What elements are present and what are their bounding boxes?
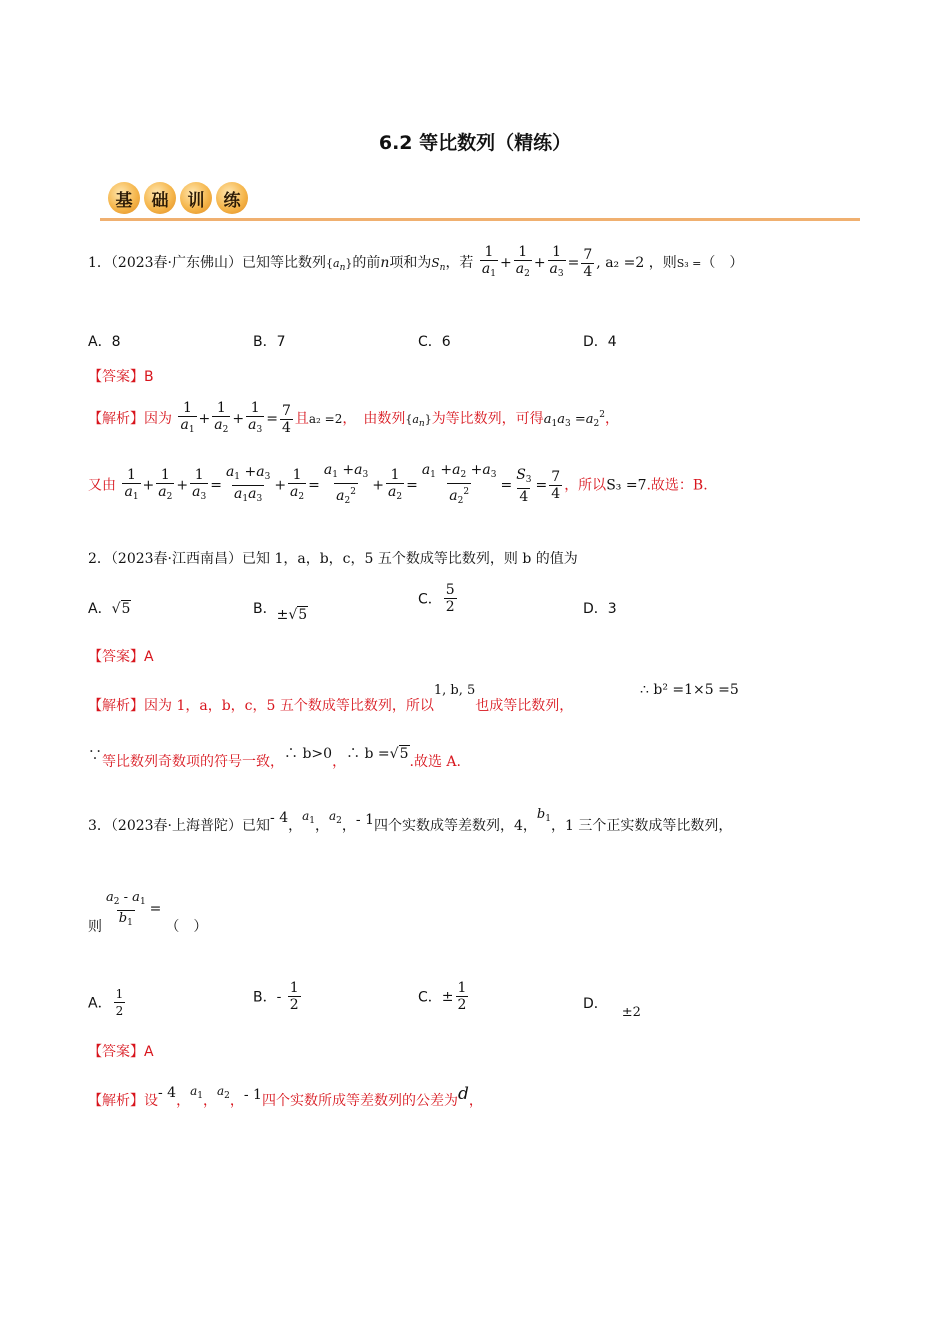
analysis-label: 【解析】 [88, 698, 144, 714]
analysis-text: ， [332, 754, 347, 770]
section-tile: 训 [180, 182, 212, 214]
analysis-formula: ∴ b =√5 [346, 746, 409, 762]
analysis-formula: a₂ =2 [308, 412, 343, 426]
question-number: 3． [88, 818, 111, 834]
question-2 [88, 549, 578, 569]
page-title: 6.2 等比数列（精练） [378, 132, 572, 154]
math-S: $S_n$ [431, 256, 446, 273]
analysis-line [88, 746, 461, 772]
analysis-text: 且 [294, 411, 309, 427]
answer: 【答案】B [88, 369, 154, 385]
question-text: 已知 1，a，b，c，5 五个数成等比数列，则 b 的值为 [242, 551, 578, 567]
analysis-label: 【解析】 [88, 1093, 144, 1109]
section-tile: 练 [216, 182, 248, 214]
math-term: - 4 [158, 1085, 177, 1101]
condition-formula: $\frac{1}{a_1}$ + $\frac{1}{a_2}$ + $\frac{1}{a_3}$ = $\frac{7}{4}$ , a₂ =2 [478, 244, 644, 282]
analysis-text: ， 由数列 [342, 411, 406, 427]
analysis-text: 又由 [88, 477, 116, 494]
sequence-notation: $\{a_n\}$ [405, 413, 432, 429]
analysis-text: ， [468, 1093, 483, 1109]
section-banner [100, 178, 860, 222]
option-value: √5 [111, 601, 131, 617]
analysis-line [88, 462, 708, 509]
answer: 【答案】A [88, 1044, 154, 1060]
option-value: $\frac{1}{2}$ [115, 987, 124, 1018]
analysis-label: 【解析】 [88, 411, 144, 427]
math-var: n [380, 255, 390, 271]
question-text: 的前 [352, 255, 381, 271]
analysis-line [88, 400, 619, 438]
math-term: $a_1$ [190, 1084, 203, 1101]
option-a: A． $\frac{1}{2}$ [88, 987, 124, 1018]
option-b: B．±√5 [253, 601, 308, 623]
analysis-line: 【解析】设- 4，$a_1$，$a_2$，- 1四个实数所成等差数列的公差为d， [88, 1084, 483, 1109]
question-text: 已知等比数列 [242, 255, 327, 271]
analysis-text: .故选：B. [646, 477, 708, 494]
ask-formula: $\frac{a_2 - a_1}{b_1}$ [104, 890, 148, 931]
answer: 【答案】A [88, 649, 154, 665]
analysis-formula: ∴ b² =1×5 =5 [640, 682, 739, 698]
option-c: C．± $\frac{1}{2}$ [418, 980, 470, 1013]
option-value: $\frac{5}{2}$ [445, 582, 455, 615]
analysis-text: 也成等比数列， [475, 698, 574, 714]
answer-blank: （ ） [165, 918, 208, 935]
analysis-text: ， [604, 411, 619, 427]
question-text: ，若 [445, 255, 474, 271]
question-text: ，1 三个正实数成等比数列， [550, 818, 733, 834]
math-var: d [457, 1084, 469, 1104]
analysis-text: 四个实数所成等差数列的公差为 [261, 1093, 458, 1109]
option-b: B．- $\frac{1}{2}$ [253, 980, 303, 1013]
option-d: D．4 [583, 334, 617, 350]
analysis-text: 等比数列奇数项的符号一致， [102, 754, 284, 770]
question-3: 3．（2023春·上海普陀）已知- 4，$a_1$，$a_2$，- 1四个实数成等差数列，4，$b_1$，1 三个正实数成等比数列， [88, 807, 733, 834]
analysis-formula: $\frac{1}{a_1}$ + $\frac{1}{a_2}$ + $\frac{1}{a_3}$ = $\frac{a_1 +a_3}{a_1a_3}$ + $\frac{1}{a_2}$ = $\frac{a_1 +a_3}{a_2^2}$ + $\frac{1}{a_2}$ = $\frac{a_1 +a_2 +a_3}{a_2^2}$ = $\frac{S_3}{4}$ = $\frac{7}{4}$ [120, 462, 564, 509]
question-number: 1． [88, 255, 111, 271]
analysis-text: 因为 [144, 411, 172, 427]
math-term: $a_2$ [329, 809, 342, 826]
option-value: ±2 [621, 1005, 641, 1020]
question-source: （2023春·江西南昌） [110, 551, 243, 567]
question-number: 2． [88, 551, 111, 567]
analysis-formula: ∴ b>0 [284, 746, 333, 762]
analysis-text: 因为 1，a，b，c，5 五个数成等比数列，所以 [144, 698, 434, 714]
section-divider [100, 218, 860, 221]
sequence-notation: $\{a_n\}$ [326, 257, 353, 273]
math-term: $a_1$ [302, 809, 315, 826]
math-term: - 1 [243, 1087, 262, 1103]
option-value: ±√5 [276, 607, 308, 623]
section-tile: 基 [108, 182, 140, 214]
analysis-formula: $a_1a_3 =a_2^2$ [543, 410, 605, 429]
analysis-formula: S₃ =7 [606, 477, 647, 494]
math-term: $b_1$ [536, 807, 551, 824]
question-text: 则 [88, 918, 102, 935]
analysis-text: .故选 A. [409, 754, 461, 770]
option-b: B．7 [253, 334, 286, 350]
question-text: 已知 [242, 818, 271, 834]
option-value: ± $\frac{1}{2}$ [441, 980, 467, 1013]
analysis-formula: $\frac{1}{a_1}$ + $\frac{1}{a_2}$ + $\frac{1}{a_3}$ = $\frac{7}{4}$ [176, 400, 294, 438]
question-1 [88, 244, 743, 282]
option-c: C．6 [418, 334, 451, 350]
option-c: C． $\frac{5}{2}$ [418, 582, 455, 615]
section-title [108, 182, 248, 214]
question-source: （2023春·广东佛山） [110, 255, 243, 271]
math-term: - 1 [355, 812, 374, 828]
question-source: （2023春·上海普陀） [110, 818, 243, 834]
question-text: 项和为 [389, 255, 432, 271]
question-text: ，则 [648, 255, 677, 271]
answer-blank: （ ） [701, 255, 744, 271]
analysis-line [88, 683, 574, 717]
option-a: A．8 [88, 334, 121, 350]
question-text: 四个实数成等差数列，4， [373, 818, 537, 834]
analysis-text: 设 [144, 1093, 158, 1109]
section-tile: 础 [144, 182, 176, 214]
analysis-formula: 1, b, 5 [433, 683, 476, 698]
option-a: A．√5 [88, 601, 131, 617]
question-ask [88, 890, 208, 935]
math-term: $a_2$ [216, 1084, 230, 1101]
option-d: D．3 [583, 601, 617, 617]
because-symbol: ∵ [88, 748, 102, 764]
option-d: D．±2 [583, 996, 641, 1020]
analysis-text: 为等比数列，可得 [431, 411, 544, 427]
math-S3: S₃ = [676, 257, 702, 270]
analysis-text: ，所以 [564, 477, 607, 494]
ask-formula: = [149, 900, 162, 917]
math-term: - 4 [270, 810, 289, 826]
option-value: - $\frac{1}{2}$ [276, 980, 299, 1013]
